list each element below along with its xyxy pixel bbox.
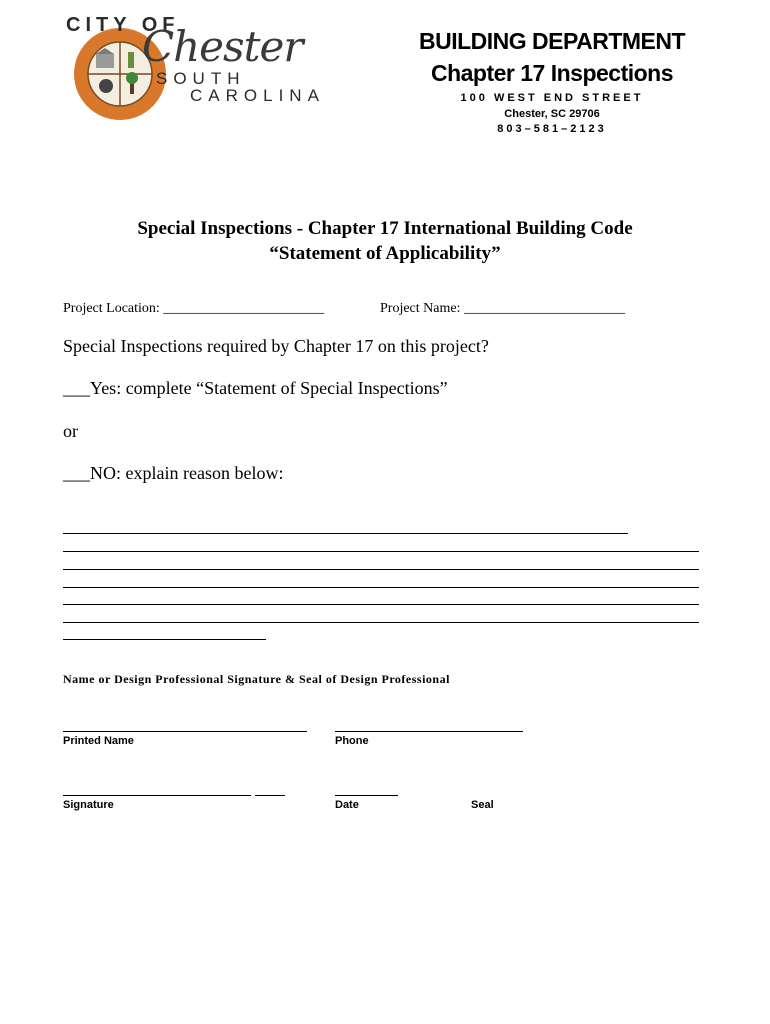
department-title: BUILDING DEPARTMENT: [418, 28, 686, 54]
city-logo: [60, 12, 325, 132]
phone-line[interactable]: [335, 731, 523, 732]
project-location-field[interactable]: Project Location: _______________________: [63, 301, 325, 316]
phone-label: Phone: [335, 735, 369, 747]
or-text: or: [63, 421, 78, 441]
date-label: Date: [335, 799, 359, 811]
project-name-field[interactable]: Project Name: _______________________: [380, 301, 625, 316]
explanation-line[interactable]: [63, 622, 699, 623]
address-city: Chester, SC 29706: [504, 108, 600, 120]
signature-label: Signature: [63, 799, 114, 811]
printed-name-line[interactable]: [63, 731, 307, 732]
yes-option[interactable]: ___Yes: complete “Statement of Special Inspections”: [63, 378, 448, 398]
address-phone: 803–581–2123: [497, 123, 607, 135]
department-subtitle: Chapter 17 Inspections: [430, 60, 674, 86]
form-subtitle: “Statement of Applicability”: [269, 243, 501, 264]
explanation-line[interactable]: [63, 639, 266, 640]
form-title: Special Inspections - Chapter 17 International Building Code: [137, 218, 633, 239]
special-inspections-question: Special Inspections required by Chapter 17 on this project?: [63, 336, 489, 356]
date-line[interactable]: [335, 795, 398, 796]
seal-label: Seal: [471, 799, 494, 811]
logo-chester: Chester: [142, 22, 303, 71]
signature-section-heading: Name or Design Professional Signature & Seal of Design Professional: [63, 672, 450, 686]
signature-line[interactable]: [63, 795, 251, 796]
logo-city-of: CITY OF: [66, 14, 180, 36]
no-option[interactable]: ___NO: explain reason below:: [63, 463, 284, 483]
explanation-line[interactable]: [63, 551, 699, 552]
explanation-line[interactable]: [63, 587, 699, 588]
printed-name-label: Printed Name: [63, 735, 134, 747]
logo-carolina: CAROLINA: [190, 86, 325, 105]
explanation-line[interactable]: [63, 604, 699, 605]
explanation-line[interactable]: [63, 533, 628, 534]
address-street: 100 WEST END STREET: [460, 92, 644, 104]
signature-line-extension[interactable]: [255, 795, 285, 796]
logo-south: SOUTH: [156, 69, 246, 88]
explanation-line[interactable]: [63, 569, 699, 570]
